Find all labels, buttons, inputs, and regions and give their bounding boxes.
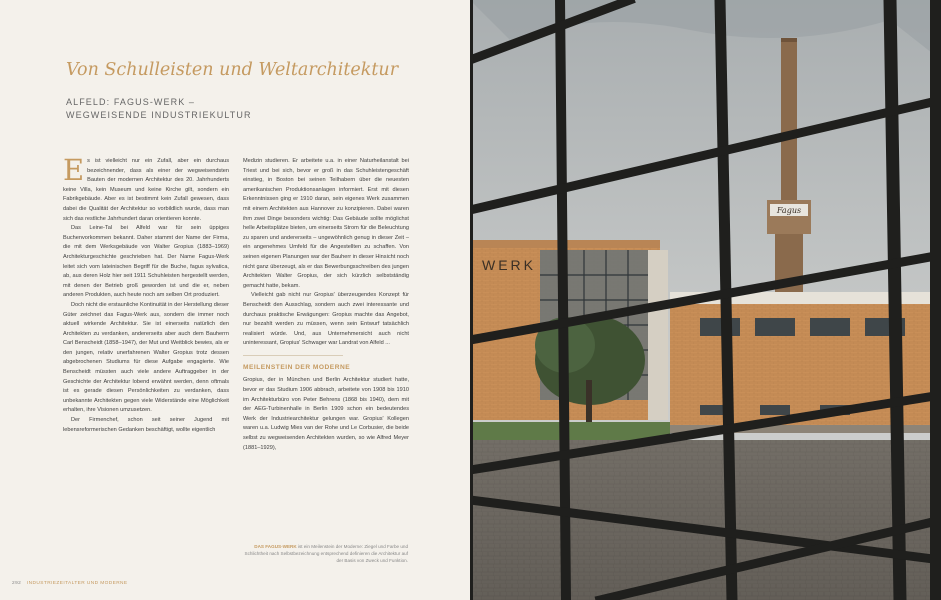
subtitle [66, 96, 252, 122]
factory-photo [470, 0, 941, 600]
folio [12, 581, 128, 586]
page-number: 292 [12, 581, 22, 586]
subtitle-line-1: ALFELD: FAGUS-WERK – [66, 97, 196, 107]
facade-sign: WERK [482, 257, 536, 273]
text-column-2 [243, 157, 409, 453]
caption-highlight: DAS FAGUS-WERK [254, 544, 297, 549]
paragraph: Medizin studieren. Er arbeitete u.a. in einer Naturheilanstalt bei Triest und bei sich, bevor er groß in das Schuhleistengeschäft einstieg, in Boston bei seinen Teilhabern über die neuesten amerikanischen Produktionsanlagen informiert. Erst mit diesen Erkenntnissen ging er 1910 daran, sein eigenes Werk zusammen mit einem Architekten aus Hannover zu konzipieren. Dabei waren ihm zwei Dinge besonders wichtig: Das Gebäude sollte möglichst helle Arbeitsplätze bieten, um einerseits Strom für die Beleuchtung zu sparen und andererseits – ungewöhnlich genug in dieser Zeit – ein angenehmes Umfeld für die Angestellten zu schaffen. Von seinen eigenen Planungen war der Bauherr in dieser Hinsicht noch nicht ganz überzeugt, als er das Bewerbungsschreiben des jungen Architekten Walter Gropius, der sich kürzlich selbstständig gemacht hatte, bekam. [243, 158, 409, 289]
paragraph: Das Leine-Tal bei Alfeld war für sein üppiges Buchenvorkommen bekannt. Daher stammt der Name der Firma, die mit dem Werksgebäude von Walter Gropius (1883–1969) Architekturgeschichte geschrieben hat. Der Name Fagus-Werk leitet sich vom lateinischen Begriff für die Buche, fagus sylvatica, ab, aus deren Holz hier seit 1911 Schuhleisten hergestellt werden, mit denen der Betrieb groß geworden ist und die er, neben anderen Produkten, auch heute noch am selben Ort produziert. [63, 225, 229, 299]
paragraph-text: s ist vielleicht nur ein Zufall, aber ein durchaus bezeichnender, dass als einer der wegweisendsten Bauten der modernen Architektur des 20. Jahrhunderts keine Villa, kein Museum und keine Kirche gilt, sondern ein Fabrikgebäude. Aber es ist bestimmt kein Zufall gewesen, dass dabei die Qualität der Architektur so vorbildlich wurde, dass man sich das restliche Jahrhundert daran orientieren konnte. [63, 158, 229, 222]
folio-section: INDUSTRIEZEITALTER UND MODERNE [26, 581, 128, 586]
photo-illustration [470, 0, 941, 600]
paragraph: Gropius, der in München und Berlin Architektur studiert hatte, bevor er das Studium 1906 abbrach, arbeitete von 1908 bis 1910 im Architekturbüro von Peter Behrens (1868 bis 1940), dem mit der AEG-Turbinenhalle in Berlin 1909 schon ein bedeutendes Werk der Industriearchitektur gelungen war. Gropius' Kollegen waren u.a. Ludwig Mies van der Rohe und Le Corbusier, die beide selbst zu wegweisenden Architekten wurden, so wie Alfred Meyer (1881–1929), [243, 377, 409, 451]
photo-caption [238, 543, 408, 564]
drop-cap: E [63, 153, 85, 187]
section-divider [243, 355, 343, 356]
text-column-1 [63, 153, 229, 435]
paragraph [63, 153, 229, 224]
chimney-sign-text: Fagus [776, 206, 802, 215]
caption-text: ist ein Meilenstein der Moderne: Ziegel und Farbe und Schlichtheit nach Selbstbezeichnung entsprechend definieren die Architektur auf der Basis von Zweck und Funktion. [244, 544, 408, 563]
page-title: Von Schulleisten und Weltarchitektur [66, 60, 399, 80]
paragraph: Doch nicht die erstaunliche Kontinuität in der Herstellung dieser Güter zeichnet das Fagus-Werk aus, sondern die immer noch aktuell wirkende Architektur. Sie ist einerseits natürlich den Architekten zu verdanken, andererseits aber auch dem Bauherrn Carl Benscheidt (1858–1947), der Mut und Weitblick bewies, als er den jungen, relativ unerfahrenen Walter Gropius trotz dessen abgebrochenen Studiums für diese Aufgabe engagierte. Wie Benscheidt müssten auch viele andere Auftraggeber in der Geschichte der Architektur lobend erwähnt werden, denn oftmals ist es gerade diesen Persönlichkeiten zu verdanken, dass unbekannte Architekten gegen viele Widerstände eine Möglichkeit erhalten, ihre Visionen umzusetzen. [63, 301, 229, 414]
paragraph: Der Firmenchef, schon seit seiner Jugend mit lebensreformerischen Gedanken beschäftigt, wollte eigentlich [63, 417, 229, 433]
paragraph: Vielleicht gab nicht nur Gropius' überzeugendes Konzept für Benscheidt den Ausschlag, sondern auch zwei interessante und durchaus praktische Erwägungen: Gropius machte das Angebot, nur bezahlt werden zu müssen, wenn sein Entwurf tatsächlich realisiert würde. Und, aus Unternehmersicht auch nicht uninteressant, Gropius' Schwager war Landrat von Alfeld ... [243, 292, 409, 347]
section-heading: MEILENSTEIN DER MODERNE [243, 363, 351, 371]
left-page [0, 0, 470, 600]
subtitle-line-2: WEGWEISENDE INDUSTRIEKULTUR [66, 110, 252, 120]
